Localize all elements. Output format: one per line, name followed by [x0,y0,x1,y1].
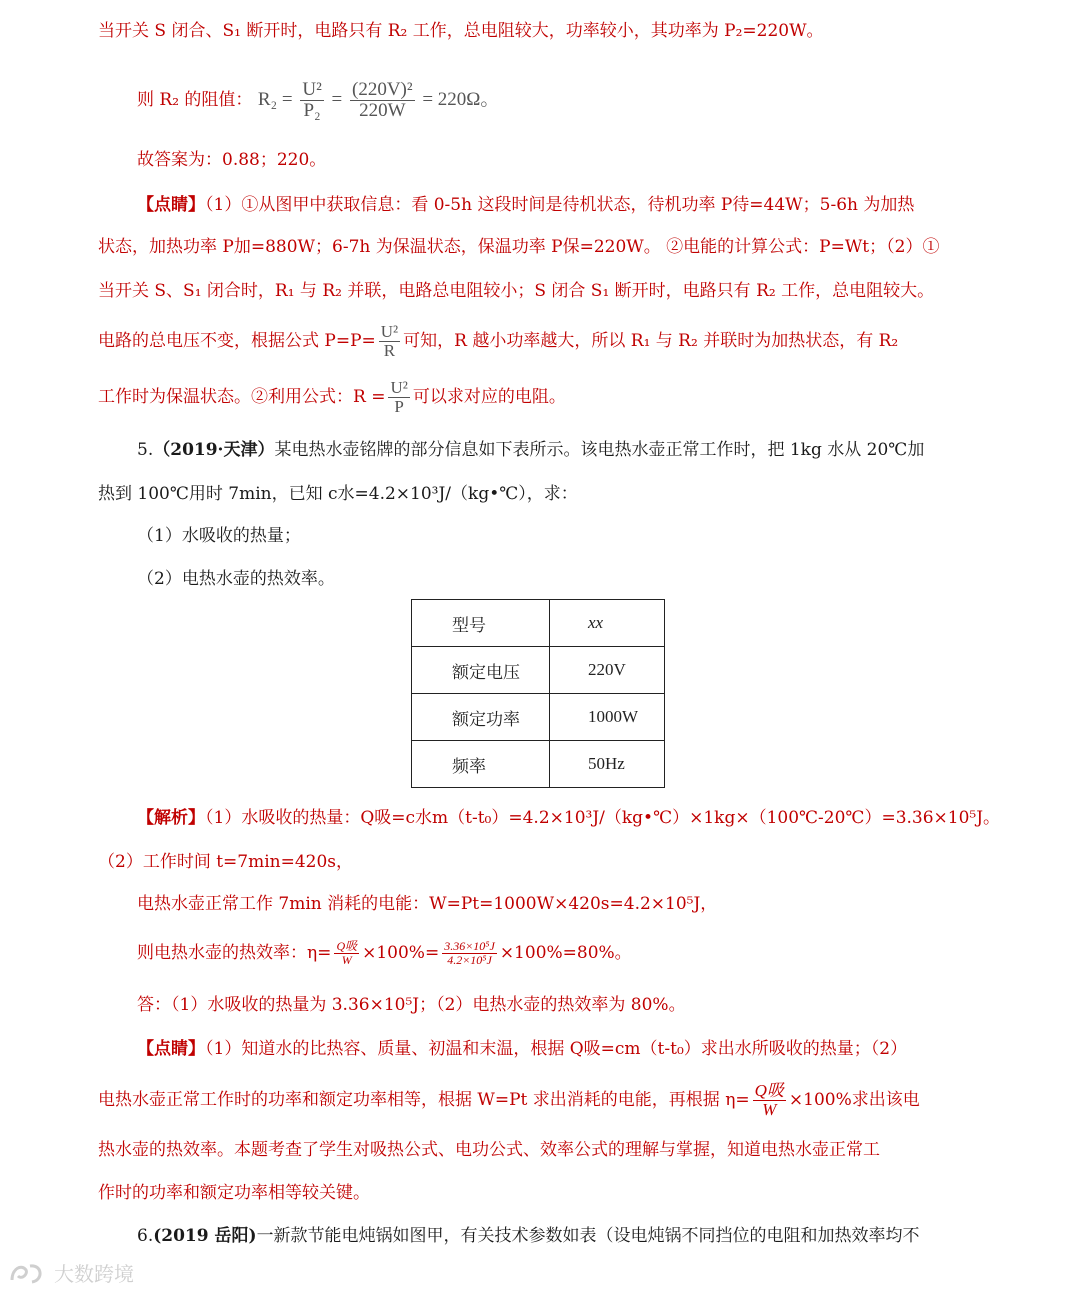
analysis-tag: 【解析】 [137,808,205,828]
q5-note-line-2 [98,1080,920,1120]
r2-result: = 220Ω。 [422,88,500,110]
q6-source: (2019 岳阳) [153,1226,257,1246]
q6-text: 一新款节能电炖锅如图甲，有关技术参数如表（设电炖锅不同挡位的电阻和加热效率均不 [256,1226,920,1246]
table-cell: 型号 [412,600,550,647]
spec-table [411,599,665,788]
q5-final-answer: 答：（1）水吸收的热量为 3.36×10⁵J；（2）电热水壶的热效率为 80%。 [137,995,686,1015]
table-cell: 额定电压 [412,647,550,694]
efficiency-prefix: 则电热水壶的热效率：η= [137,943,332,963]
q5-answer-line-2: （2）工作时间 t=7min=420s， [98,852,354,872]
efficiency-result: ×100%=80%。 [499,943,632,963]
q5-number: 5. [137,440,154,460]
note-tag: 【点睛】 [137,195,205,215]
fraction-q-w: $\frac{\text{Q吸}}{W}$ [336,939,358,967]
note-l5-b: 可以求对应的电阻。 [412,387,566,407]
fraction-220v-220w: $\frac{\text{(220V)²}}{220W}$ [352,79,413,121]
q5-line-2: 热到 100℃用时 7min，已知 c水=4.2×10³J/（kg•℃），求： [98,484,578,504]
q5-text-1: 某电热水壶铭牌的部分信息如下表所示。该电热水壶正常工作时，把 1kg 水从 20℃加 [274,440,925,460]
analysis-text: （1）水吸收的热量：Q吸=c水m（t-t₀）=4.2×10³J/（kg•℃）×1kg×（100℃-20℃）=3.36×10⁵J。 [205,808,1001,828]
q5-line-1 [137,437,924,463]
fraction-u2-p: $\frac{\text{U²}}{P}$ [390,378,408,416]
prev-note-line-3: 当开关 S、S₁ 闭合时，R₁ 与 R₂ 并联，电路总电阻较小；S 闭合 S₁ 断开时，电路只有 R₂ 工作，总电阻较大。 [98,281,935,301]
q5-answer-line-4 [137,932,632,974]
table-cell: 50Hz [550,741,665,788]
table-row [412,741,665,788]
note-text: （1）知道水的比热容、质量、初温和末温，根据 Q吸=cm（t-t₀）求出水所吸收的热量；（2） [205,1039,908,1059]
q6-line-1 [137,1223,920,1249]
table-cell: 1000W [550,694,665,741]
q5-source: （2019·天津） [153,440,275,460]
note-l4-a: 电路的总电压不变，根据公式 P=P= [98,331,376,351]
q5-answer-line-1 [137,805,1000,831]
q6-number: 6. [137,1226,154,1246]
prev-formula-prefix: 则 R₂ 的阻值： [137,89,253,110]
note-l4-b: 可知，R 越小功率越大，所以 R₁ 与 R₂ 并联时为加热状态，有 R₂ [403,331,899,351]
table-cell: xx [550,600,665,647]
q5-note-line-4: 作时的功率和额定功率相等较关键。 [98,1183,370,1203]
prev-note-line-4 [98,322,898,360]
prev-line-1: 当开关 S 闭合、S₁ 断开时，电路只有 R₂ 工作，总电阻较大，功率较小，其功率为 P₂=220W。 [98,21,824,41]
table-cell: 220V [550,647,665,694]
table-cell: 额定功率 [412,694,550,741]
prev-note-line-2: 状态，加热功率 P加=880W；6-7h 为保温状态，保温功率 P保=220W。 ②电能的计算公式：P=Wt；（2）① [98,237,940,257]
watermark-logo-icon [8,1260,48,1286]
note-l5-a: 工作时为保温状态。②利用公式：R = [98,387,386,407]
note-tag: 【点睛】 [137,1039,205,1059]
prev-note-line-1 [137,192,914,218]
q5-answer-line-3: 电热水壶正常工作 7min 消耗的电能：W=Pt=1000W×420s=4.2×10⁵J， [137,894,718,914]
table-row [412,600,665,647]
equals-sign: = [331,88,343,110]
q5-note-line-1 [137,1036,907,1062]
table-row [412,647,665,694]
table-row [412,694,665,741]
watermark-text: 大数跨境 [54,1262,134,1286]
fraction-values: $\frac{\text{3.36×10⁵J}}{\text{4.2×10⁵J}}$ [444,939,495,967]
q5-note-line-3: 热水壶的热效率。本题考查了学生对吸热公式、电功公式、效率公式的理解与掌握，知道电热水壶正常工 [98,1140,880,1160]
note-l2-a: 电热水壶正常工作时的功率和额定功率相等，根据 W=Pt 求出消耗的电能，再根据 η= [98,1090,750,1110]
q5-sub-1: （1）水吸收的热量； [137,526,301,546]
prev-formula-line [137,80,499,121]
r2-lhs: R₂ = [257,88,293,110]
efficiency-mid: ×100%= [362,943,440,963]
fraction-u2-p2: $\frac{\text{U²}}{\text{P₂}}$ [302,79,322,121]
fraction-u2-r: $\frac{\text{U²}}{R}$ [380,322,399,360]
table-cell: 频率 [412,741,550,788]
note-l2-b: ×100%求出该电 [788,1090,920,1110]
watermark [8,1258,134,1287]
prev-answer: 故答案为：0.88；220。 [137,150,327,170]
q5-sub-2: （2）电热水壶的热效率。 [137,569,335,589]
note-text: （1）①从图甲中获取信息：看 0-5h 这段时间是待机状态，待机功率 P待=44W；5-6h 为加热 [205,195,915,215]
prev-note-line-5 [98,377,566,417]
fraction-q-w-note: $\frac{\text{Q吸}}{W}$ [754,1081,784,1119]
